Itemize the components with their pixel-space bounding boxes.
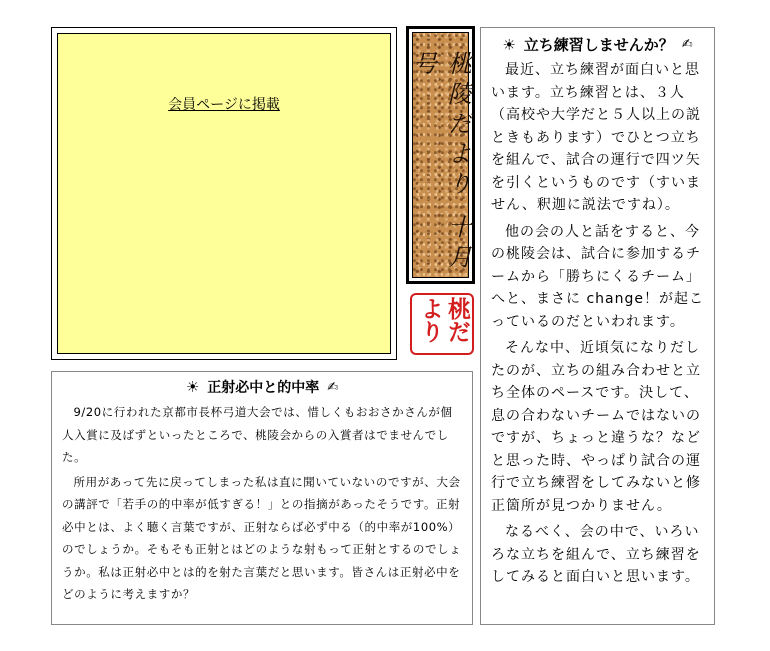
paragraph: なるべく、会の中で、いろいろな立ちを組んで、立ち練習をしてみると面白いと思います。	[491, 524, 701, 585]
seal-stamp	[410, 293, 474, 355]
accuracy-article	[51, 371, 473, 625]
standing-practice-title: 立ち練習しませんか？	[523, 36, 674, 54]
standing-practice-article	[480, 27, 715, 625]
pen-icon: ✍	[681, 37, 693, 52]
paragraph: 他の会の人と話をすると、今の桃陵会は、試合に参加するチームから「勝ちにくるチーム」へと、まさに change！が起こっているのだといわれます。	[491, 223, 704, 330]
sun-icon: ☀	[502, 35, 516, 54]
members-frame	[51, 27, 397, 360]
paragraph: 最近、立ち練習が面白いと思います。立ち練習とは、３人（高校や大学だと５人以上の説ときもあります）でひとつ立ちを組んで、試合の運行で四ツ矢を引くというものです（すいません、釈迦に説法ですね）。	[491, 62, 701, 213]
sun-icon: ☀	[185, 378, 200, 396]
seal-stamp-text: 桃だより	[417, 297, 471, 343]
cork-background	[408, 32, 472, 278]
standing-practice-heading	[481, 34, 714, 55]
newsletter-title-plaque	[406, 26, 475, 284]
paragraph: 9/20に行われた京都市長杯弓道大会では、惜しくもおおさかさんが個人入賞に及ばずといったところで、桃陵会からの入賞者はでませんでした。	[62, 405, 453, 464]
standing-practice-body	[491, 59, 704, 589]
accuracy-article-heading	[52, 377, 472, 397]
accuracy-article-title: 正射必中と的中率	[207, 380, 320, 396]
paragraph: そんな中、近頃気になりだしたのが、立ちの組み合わせと立ち全体のペースです。決して、息の合わないチームではないのですが、ちょっと違うな？などと思った時、やっぱり試合の運行で立ち練習をしてみないと修正箇所が見つかりません。	[491, 340, 701, 514]
members-panel	[57, 33, 391, 354]
paragraph: 所用があって先に戻ってしまった私は直に聞いていないのですが、大会の講評で「若手の的中率が低すぎる！」との指摘があったそうです。正射必中とは、よく聴く言葉ですが、正射ならば必ず中る（的中率が100%）のでしょうか。そもそも正射とはどのような射もって正射とするのでしょうか。私は正射必中とは的を射た言葉だと思います。皆さんは正射必中をどのように考えますか？	[62, 474, 462, 601]
members-page-link[interactable]: 会員ページに掲載	[168, 97, 280, 113]
accuracy-article-body	[62, 401, 462, 606]
pen-icon: ✍	[327, 379, 339, 395]
newsletter-title: 桃陵だより 十月号	[408, 51, 472, 275]
